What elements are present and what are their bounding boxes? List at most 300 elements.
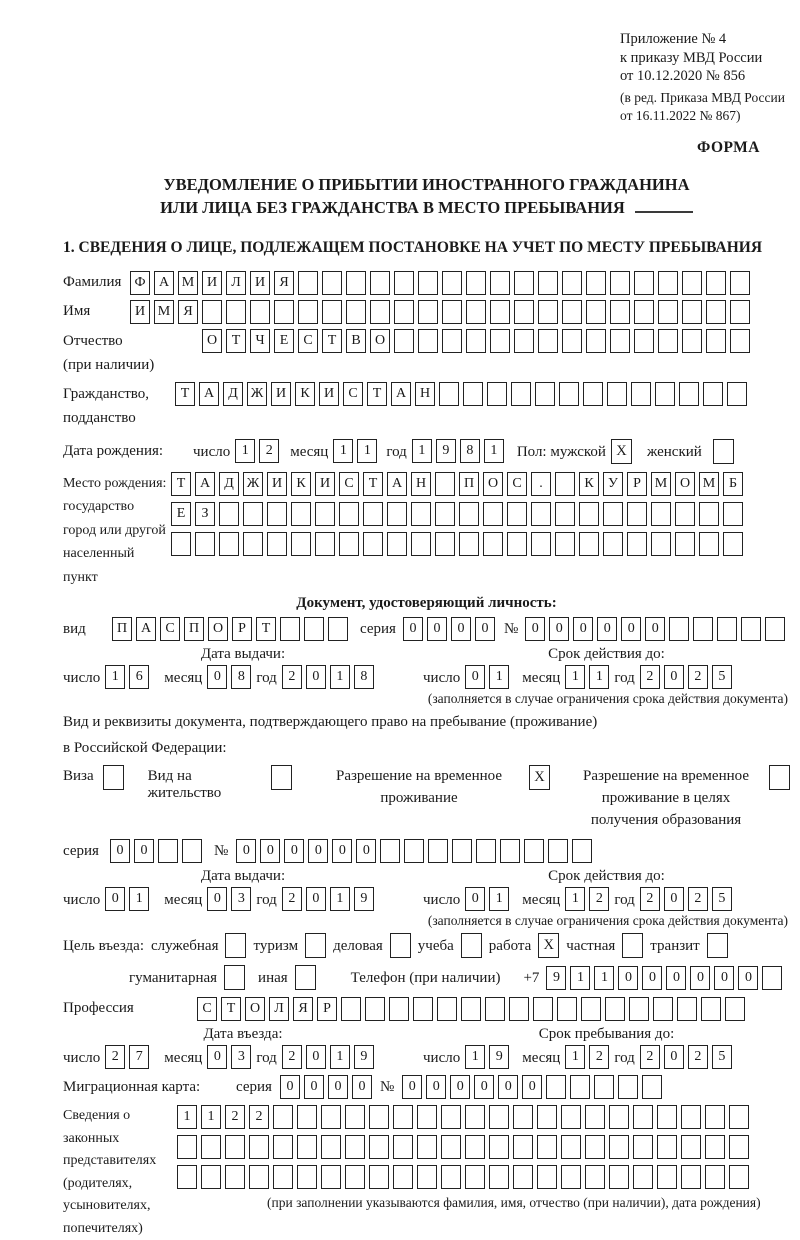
form-cell[interactable] <box>485 997 505 1021</box>
form-cell[interactable]: М <box>154 300 174 324</box>
form-cell[interactable]: Т <box>363 472 383 496</box>
form-cell[interactable]: 2 <box>225 1105 245 1129</box>
form-cell[interactable]: 0 <box>522 1075 542 1099</box>
form-cell[interactable] <box>594 1075 614 1099</box>
form-cell[interactable]: О <box>370 329 390 353</box>
form-cell[interactable] <box>570 1075 590 1099</box>
form-cell[interactable]: К <box>291 472 311 496</box>
form-cell[interactable] <box>609 1165 629 1189</box>
form-cell[interactable]: Л <box>226 271 246 295</box>
form-cell[interactable] <box>321 1165 341 1189</box>
form-cell[interactable] <box>304 617 324 641</box>
form-cell[interactable] <box>633 1165 653 1189</box>
form-cell[interactable]: 2 <box>105 1045 125 1069</box>
form-cell[interactable]: . <box>531 472 551 496</box>
temp-residence-education-checkbox[interactable] <box>769 765 790 790</box>
form-cell[interactable] <box>682 271 702 295</box>
form-cell[interactable]: И <box>202 271 222 295</box>
form-cell[interactable] <box>321 1135 341 1159</box>
form-cell[interactable]: П <box>112 617 132 641</box>
form-cell[interactable] <box>658 271 678 295</box>
form-cell[interactable]: 0 <box>332 839 352 863</box>
form-cell[interactable]: 1 <box>489 887 509 911</box>
form-cell[interactable] <box>681 1135 701 1159</box>
form-cell[interactable] <box>489 1105 509 1129</box>
form-cell[interactable] <box>537 1105 557 1129</box>
form-cell[interactable] <box>513 1165 533 1189</box>
form-cell[interactable] <box>562 300 582 324</box>
form-cell[interactable]: 0 <box>666 966 686 990</box>
form-cell[interactable]: 2 <box>688 887 708 911</box>
form-cell[interactable]: 5 <box>712 1045 732 1069</box>
form-cell[interactable]: 0 <box>284 839 304 863</box>
form-cell[interactable] <box>267 532 287 556</box>
form-cell[interactable] <box>435 532 455 556</box>
form-cell[interactable] <box>524 839 544 863</box>
form-cell[interactable]: 0 <box>597 617 617 641</box>
form-cell[interactable] <box>387 532 407 556</box>
form-cell[interactable] <box>586 271 606 295</box>
form-cell[interactable] <box>321 1105 341 1129</box>
purpose-other-checkbox[interactable] <box>295 965 316 990</box>
form-cell[interactable]: Я <box>274 271 294 295</box>
form-cell[interactable] <box>548 839 568 863</box>
form-cell[interactable] <box>439 382 459 406</box>
form-cell[interactable] <box>273 1165 293 1189</box>
form-cell[interactable]: 0 <box>110 839 130 863</box>
form-cell[interactable]: 0 <box>621 617 641 641</box>
form-cell[interactable]: 1 <box>105 665 125 689</box>
form-cell[interactable]: Т <box>256 617 276 641</box>
form-cell[interactable]: Ф <box>130 271 150 295</box>
form-cell[interactable] <box>706 271 726 295</box>
form-cell[interactable]: 0 <box>618 966 638 990</box>
form-cell[interactable] <box>435 502 455 526</box>
form-cell[interactable]: 9 <box>354 887 374 911</box>
form-cell[interactable]: 0 <box>549 617 569 641</box>
form-cell[interactable] <box>393 1165 413 1189</box>
form-cell[interactable] <box>730 271 750 295</box>
form-cell[interactable] <box>559 382 579 406</box>
form-cell[interactable] <box>634 271 654 295</box>
form-cell[interactable] <box>538 300 558 324</box>
form-cell[interactable] <box>363 502 383 526</box>
form-cell[interactable]: А <box>195 472 215 496</box>
form-cell[interactable]: 3 <box>231 887 251 911</box>
form-cell[interactable]: С <box>197 997 217 1021</box>
form-cell[interactable] <box>729 1135 749 1159</box>
form-cell[interactable] <box>603 532 623 556</box>
form-cell[interactable]: 5 <box>712 887 732 911</box>
form-cell[interactable] <box>581 997 601 1021</box>
form-cell[interactable]: 0 <box>306 665 326 689</box>
form-cell[interactable] <box>653 997 673 1021</box>
form-cell[interactable]: А <box>387 472 407 496</box>
form-cell[interactable]: 9 <box>546 966 566 990</box>
form-cell[interactable]: 1 <box>489 665 509 689</box>
form-cell[interactable] <box>610 300 630 324</box>
form-cell[interactable]: Д <box>223 382 243 406</box>
form-cell[interactable] <box>195 532 215 556</box>
form-cell[interactable]: Л <box>269 997 289 1021</box>
form-cell[interactable]: 0 <box>280 1075 300 1099</box>
form-cell[interactable]: 2 <box>640 1045 660 1069</box>
form-cell[interactable]: 1 <box>565 887 585 911</box>
form-cell[interactable] <box>459 502 479 526</box>
form-cell[interactable]: О <box>245 997 265 1021</box>
form-cell[interactable] <box>531 502 551 526</box>
form-cell[interactable] <box>629 997 649 1021</box>
form-cell[interactable] <box>610 329 630 353</box>
form-cell[interactable] <box>465 1105 485 1129</box>
form-cell[interactable] <box>490 300 510 324</box>
form-cell[interactable] <box>514 329 534 353</box>
form-cell[interactable] <box>579 532 599 556</box>
form-cell[interactable] <box>404 839 424 863</box>
form-cell[interactable] <box>177 1165 197 1189</box>
form-cell[interactable]: О <box>675 472 695 496</box>
form-cell[interactable] <box>627 502 647 526</box>
form-cell[interactable]: 0 <box>664 665 684 689</box>
form-cell[interactable] <box>513 1135 533 1159</box>
form-cell[interactable]: О <box>202 329 222 353</box>
form-cell[interactable] <box>642 1075 662 1099</box>
form-cell[interactable]: 1 <box>565 665 585 689</box>
form-cell[interactable]: 1 <box>570 966 590 990</box>
form-cell[interactable] <box>411 532 431 556</box>
form-cell[interactable]: А <box>391 382 411 406</box>
form-cell[interactable] <box>201 1165 221 1189</box>
form-cell[interactable] <box>631 382 651 406</box>
form-cell[interactable]: 0 <box>308 839 328 863</box>
purpose-study-checkbox[interactable] <box>461 933 482 958</box>
form-cell[interactable]: Н <box>411 472 431 496</box>
form-cell[interactable] <box>459 532 479 556</box>
visa-checkbox[interactable] <box>103 765 124 790</box>
form-cell[interactable]: 2 <box>259 439 279 463</box>
form-cell[interactable] <box>341 997 361 1021</box>
form-cell[interactable] <box>483 532 503 556</box>
form-cell[interactable]: 1 <box>201 1105 221 1129</box>
form-cell[interactable] <box>489 1135 509 1159</box>
form-cell[interactable] <box>490 271 510 295</box>
form-cell[interactable] <box>634 300 654 324</box>
form-cell[interactable] <box>634 329 654 353</box>
form-cell[interactable] <box>762 966 782 990</box>
form-cell[interactable] <box>441 1105 461 1129</box>
form-cell[interactable] <box>182 839 202 863</box>
form-cell[interactable] <box>274 300 294 324</box>
form-cell[interactable]: 0 <box>352 1075 372 1099</box>
form-cell[interactable] <box>583 382 603 406</box>
form-cell[interactable] <box>514 300 534 324</box>
form-cell[interactable] <box>346 300 366 324</box>
form-cell[interactable] <box>675 532 695 556</box>
form-cell[interactable] <box>561 1135 581 1159</box>
form-cell[interactable] <box>681 1165 701 1189</box>
form-cell[interactable]: 1 <box>129 887 149 911</box>
form-cell[interactable]: 0 <box>306 1045 326 1069</box>
form-cell[interactable] <box>705 1105 725 1129</box>
form-cell[interactable] <box>705 1135 725 1159</box>
form-cell[interactable]: 1 <box>357 439 377 463</box>
form-cell[interactable] <box>219 502 239 526</box>
form-cell[interactable] <box>699 532 719 556</box>
form-cell[interactable]: 0 <box>474 1075 494 1099</box>
form-cell[interactable]: 1 <box>565 1045 585 1069</box>
form-cell[interactable]: И <box>130 300 150 324</box>
form-cell[interactable]: 0 <box>328 1075 348 1099</box>
form-cell[interactable] <box>417 1165 437 1189</box>
form-cell[interactable]: 1 <box>412 439 432 463</box>
form-cell[interactable]: 8 <box>231 665 251 689</box>
purpose-humanitarian-checkbox[interactable] <box>224 965 245 990</box>
form-cell[interactable]: 2 <box>589 887 609 911</box>
form-cell[interactable] <box>533 997 553 1021</box>
form-cell[interactable]: 0 <box>714 966 734 990</box>
form-cell[interactable] <box>273 1105 293 1129</box>
form-cell[interactable] <box>393 1105 413 1129</box>
form-cell[interactable]: 0 <box>645 617 665 641</box>
form-cell[interactable] <box>226 300 246 324</box>
form-cell[interactable] <box>202 300 222 324</box>
form-cell[interactable]: З <box>195 502 215 526</box>
form-cell[interactable]: 9 <box>436 439 456 463</box>
form-cell[interactable]: 5 <box>712 665 732 689</box>
form-cell[interactable]: 1 <box>589 665 609 689</box>
form-cell[interactable] <box>428 839 448 863</box>
form-cell[interactable]: 1 <box>177 1105 197 1129</box>
form-cell[interactable]: 0 <box>426 1075 446 1099</box>
form-cell[interactable]: 7 <box>129 1045 149 1069</box>
form-cell[interactable]: И <box>315 472 335 496</box>
form-cell[interactable] <box>669 617 689 641</box>
form-cell[interactable] <box>633 1105 653 1129</box>
form-cell[interactable]: Р <box>317 997 337 1021</box>
form-cell[interactable] <box>394 271 414 295</box>
form-cell[interactable] <box>561 1165 581 1189</box>
form-cell[interactable] <box>703 382 723 406</box>
form-cell[interactable]: И <box>267 472 287 496</box>
form-cell[interactable]: М <box>699 472 719 496</box>
form-cell[interactable]: 1 <box>235 439 255 463</box>
form-cell[interactable]: В <box>346 329 366 353</box>
form-cell[interactable] <box>298 300 318 324</box>
purpose-tourism-checkbox[interactable] <box>305 933 326 958</box>
form-cell[interactable] <box>369 1105 389 1129</box>
form-cell[interactable] <box>442 300 462 324</box>
form-cell[interactable]: П <box>184 617 204 641</box>
form-cell[interactable]: 3 <box>231 1045 251 1069</box>
form-cell[interactable]: О <box>483 472 503 496</box>
form-cell[interactable]: 0 <box>451 617 471 641</box>
form-cell[interactable] <box>579 502 599 526</box>
form-cell[interactable]: 0 <box>236 839 256 863</box>
form-cell[interactable] <box>369 1135 389 1159</box>
form-cell[interactable]: 2 <box>282 1045 302 1069</box>
form-cell[interactable] <box>513 1105 533 1129</box>
form-cell[interactable] <box>586 329 606 353</box>
form-cell[interactable]: С <box>298 329 318 353</box>
form-cell[interactable] <box>705 1165 725 1189</box>
form-cell[interactable]: Т <box>226 329 246 353</box>
form-cell[interactable] <box>658 329 678 353</box>
form-cell[interactable]: 6 <box>129 665 149 689</box>
form-cell[interactable]: К <box>579 472 599 496</box>
form-cell[interactable] <box>452 839 472 863</box>
form-cell[interactable] <box>280 617 300 641</box>
form-cell[interactable] <box>463 382 483 406</box>
form-cell[interactable] <box>225 1135 245 1159</box>
form-cell[interactable] <box>201 1135 221 1159</box>
form-cell[interactable]: 2 <box>589 1045 609 1069</box>
form-cell[interactable]: 1 <box>330 665 350 689</box>
form-cell[interactable] <box>370 271 390 295</box>
form-cell[interactable] <box>723 532 743 556</box>
form-cell[interactable] <box>535 382 555 406</box>
form-cell[interactable] <box>555 502 575 526</box>
form-cell[interactable] <box>328 617 348 641</box>
form-cell[interactable] <box>413 997 433 1021</box>
form-cell[interactable] <box>610 271 630 295</box>
form-cell[interactable] <box>346 271 366 295</box>
form-cell[interactable]: И <box>271 382 291 406</box>
form-cell[interactable] <box>411 502 431 526</box>
form-cell[interactable] <box>651 502 671 526</box>
form-cell[interactable] <box>729 1165 749 1189</box>
form-cell[interactable] <box>243 532 263 556</box>
form-cell[interactable] <box>466 271 486 295</box>
form-cell[interactable] <box>370 300 390 324</box>
form-cell[interactable]: Р <box>232 617 252 641</box>
form-cell[interactable] <box>466 329 486 353</box>
form-cell[interactable]: Р <box>627 472 647 496</box>
form-cell[interactable] <box>537 1165 557 1189</box>
form-cell[interactable]: Т <box>322 329 342 353</box>
purpose-private-checkbox[interactable] <box>622 933 643 958</box>
temp-residence-checkbox[interactable]: X <box>529 765 550 790</box>
form-cell[interactable] <box>389 997 409 1021</box>
form-cell[interactable] <box>682 329 702 353</box>
form-cell[interactable] <box>538 271 558 295</box>
form-cell[interactable] <box>627 532 647 556</box>
form-cell[interactable]: 0 <box>260 839 280 863</box>
residence-permit-checkbox[interactable] <box>271 765 292 790</box>
form-cell[interactable] <box>365 997 385 1021</box>
form-cell[interactable] <box>393 1135 413 1159</box>
form-cell[interactable] <box>297 1135 317 1159</box>
form-cell[interactable] <box>291 532 311 556</box>
form-cell[interactable]: Ч <box>250 329 270 353</box>
form-cell[interactable] <box>273 1135 293 1159</box>
form-cell[interactable] <box>706 300 726 324</box>
form-cell[interactable] <box>675 502 695 526</box>
form-cell[interactable] <box>219 532 239 556</box>
form-cell[interactable] <box>555 532 575 556</box>
form-cell[interactable] <box>679 382 699 406</box>
form-cell[interactable] <box>171 532 191 556</box>
form-cell[interactable]: 0 <box>450 1075 470 1099</box>
form-cell[interactable] <box>765 617 785 641</box>
form-cell[interactable]: 1 <box>333 439 353 463</box>
form-cell[interactable] <box>380 839 400 863</box>
form-cell[interactable] <box>465 1165 485 1189</box>
form-cell[interactable]: У <box>603 472 623 496</box>
form-cell[interactable] <box>507 502 527 526</box>
form-cell[interactable] <box>435 472 455 496</box>
form-cell[interactable] <box>618 1075 638 1099</box>
form-cell[interactable] <box>537 1135 557 1159</box>
form-cell[interactable] <box>291 502 311 526</box>
form-cell[interactable]: А <box>199 382 219 406</box>
form-cell[interactable]: 8 <box>354 665 374 689</box>
form-cell[interactable] <box>315 502 335 526</box>
form-cell[interactable] <box>514 271 534 295</box>
form-cell[interactable] <box>249 1165 269 1189</box>
form-cell[interactable]: 0 <box>664 887 684 911</box>
form-cell[interactable] <box>693 617 713 641</box>
form-cell[interactable] <box>322 300 342 324</box>
form-cell[interactable]: 9 <box>489 1045 509 1069</box>
form-cell[interactable] <box>727 382 747 406</box>
form-cell[interactable]: 0 <box>525 617 545 641</box>
form-cell[interactable] <box>158 839 178 863</box>
form-cell[interactable] <box>603 502 623 526</box>
form-cell[interactable]: 2 <box>640 887 660 911</box>
form-cell[interactable]: 0 <box>427 617 447 641</box>
form-cell[interactable] <box>298 271 318 295</box>
form-cell[interactable] <box>561 1105 581 1129</box>
form-cell[interactable] <box>417 1135 437 1159</box>
form-cell[interactable] <box>322 271 342 295</box>
form-cell[interactable] <box>363 532 383 556</box>
form-cell[interactable] <box>725 997 745 1021</box>
form-cell[interactable] <box>500 839 520 863</box>
form-cell[interactable] <box>490 329 510 353</box>
form-cell[interactable]: 0 <box>207 1045 227 1069</box>
form-cell[interactable]: 0 <box>690 966 710 990</box>
form-cell[interactable] <box>441 1165 461 1189</box>
form-cell[interactable]: 0 <box>356 839 376 863</box>
form-cell[interactable]: А <box>154 271 174 295</box>
form-cell[interactable]: 2 <box>640 665 660 689</box>
form-cell[interactable] <box>585 1105 605 1129</box>
form-cell[interactable] <box>250 300 270 324</box>
form-cell[interactable] <box>441 1135 461 1159</box>
form-cell[interactable]: 0 <box>304 1075 324 1099</box>
form-cell[interactable]: 0 <box>105 887 125 911</box>
form-cell[interactable] <box>657 1165 677 1189</box>
form-cell[interactable] <box>476 839 496 863</box>
form-cell[interactable]: Н <box>415 382 435 406</box>
form-cell[interactable] <box>394 300 414 324</box>
purpose-business-checkbox[interactable] <box>390 933 411 958</box>
sex-female-checkbox[interactable] <box>713 439 734 464</box>
form-cell[interactable] <box>730 329 750 353</box>
form-cell[interactable]: 0 <box>738 966 758 990</box>
form-cell[interactable]: 1 <box>594 966 614 990</box>
form-cell[interactable] <box>562 271 582 295</box>
form-cell[interactable] <box>701 997 721 1021</box>
form-cell[interactable] <box>387 502 407 526</box>
form-cell[interactable] <box>586 300 606 324</box>
form-cell[interactable] <box>507 532 527 556</box>
form-cell[interactable] <box>345 1165 365 1189</box>
form-cell[interactable] <box>339 502 359 526</box>
form-cell[interactable]: 2 <box>282 887 302 911</box>
form-cell[interactable] <box>418 271 438 295</box>
form-cell[interactable] <box>633 1135 653 1159</box>
